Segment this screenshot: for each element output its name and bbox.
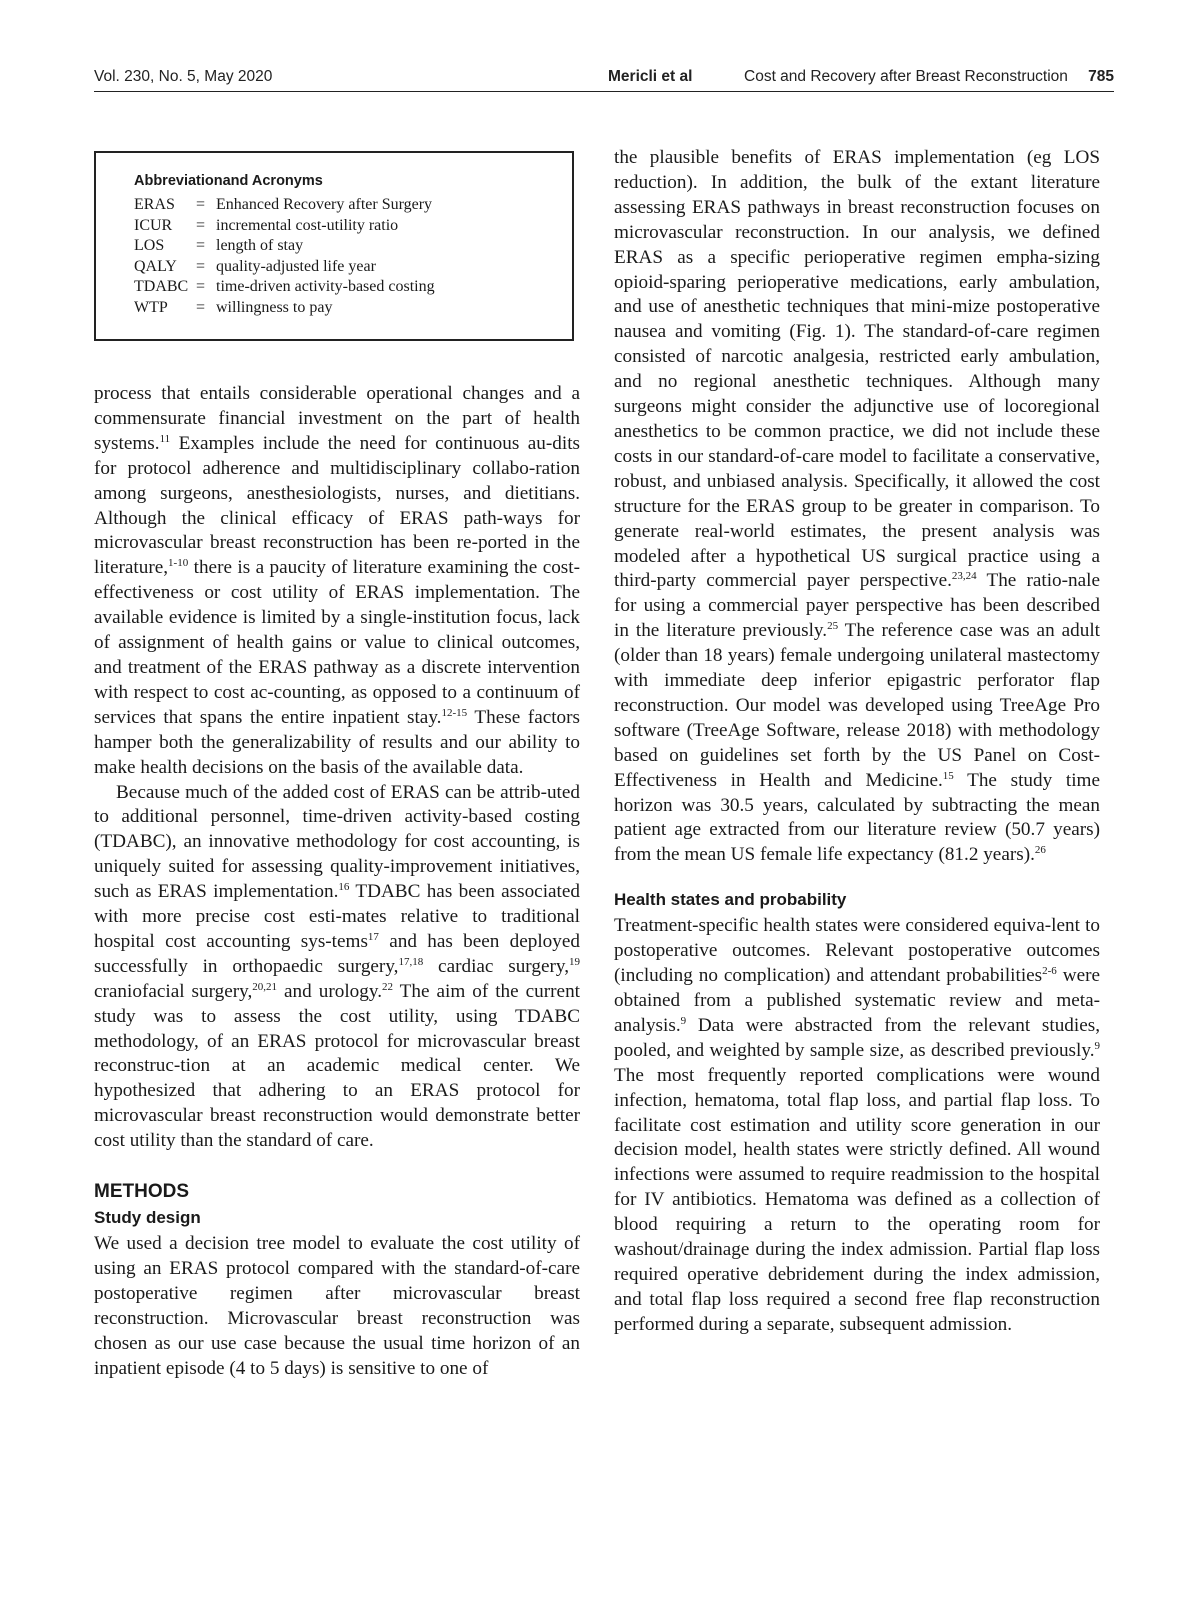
paragraph-text: and urology. [277,980,382,1002]
abbreviation-definition: time-driven activity-based costing [216,278,435,295]
paragraph-text: Examples include the need for continuous au-dits for protocol adherence and multidisciplinary collabo-ration among surgeons, anesthesiologists, nurses, and dietitians. Although the clinical efficacy of ERAS path-ways for microvascular breast reconstruction has been re-ported in the literature, [94,432,580,579]
citation: 17 [367,931,379,944]
body-paragraph [614,146,1100,868]
paragraph-text: were obtained from a published systematic review and meta-analysis. [614,965,1101,1036]
journal-volume: Vol. 230, No. 5, May 2020 [94,68,273,85]
citation: 17,18 [398,956,424,969]
citation: 1-10 [168,557,189,570]
paragraph-text: cardiac surgery, [423,955,569,977]
citation: 26 [1034,844,1046,857]
abbreviation-term: WTP [134,298,168,316]
paragraph-text: The aim of the current study was to assess the cost utility, using TDABC methodology, of an ERAS protocol for microvascular breast reconstruc-tion at an academic medical center. We hypothesized that adhering to an ERAS protocol for microvascular breast reconstruction would demonstrate better cost utility than the standard of care. [94,980,581,1152]
citation: 9 [1094,1040,1100,1052]
citation: 16 [338,881,350,894]
page-number: 785 [1088,68,1114,85]
citation: 19 [569,956,580,969]
abbreviation-equals: = [196,257,206,275]
abbreviation-term: LOS [134,237,165,254]
running-header [94,68,1114,92]
right-column [614,146,1100,1338]
paragraph-text: craniofacial surgery, [94,980,253,1002]
paragraph-text: and has been deployed successfully in orthopaedic surgery, [94,930,580,977]
abbreviation-term: TDABC [134,278,189,295]
abbreviation-term: ICUR [134,216,173,234]
abbreviation-term: ERAS [134,196,175,213]
citation: 12-15 [441,706,468,719]
section-heading-methods: METHODS [94,1181,189,1203]
paragraph-text: there is a paucity of literature examining the cost-effectiveness or cost utility of ERAS implementation. The available evidence is limited by a single-institution focus, lack of assignment of health gains or value to clinical outcomes, and treatment of the ERAS pathway as a discrete intervention with respect to cost ac-counting, as opposed to a continuum of services that spans the entire inpatient stay. [94,557,580,728]
paragraph-text: process that entails considerable operational changes and a commensurate financial investment on the part of health systems. [94,383,580,454]
running-title: Cost and Recovery after Breast Reconstruction [744,68,1068,85]
left-column [94,382,580,1382]
abbreviations-box [94,151,574,341]
paragraph-text: The reference case was an adult (older than 18 years) female undergoing unilateral mastectomy with immediate deep inferior epigastric perforator flap reconstruction. Our model was developed using TreeAge Pro software (TreeAge Software, release 2018) with methodology based on guidelines set forth by the US Panel on Cost-Effectiveness in Health and Medicine. [614,620,1100,791]
citation: 2-6 [1042,965,1057,978]
citation: 23,24 [951,570,977,583]
abbreviation-equals: = [196,196,206,213]
paragraph-text: Treatment-specific health states were considered equiva-lent to postoperative outcomes. Relevant postoperative outcomes (including no complication) and attendant probabilities [614,915,1100,987]
citation: 9 [680,1015,687,1028]
paragraph-text: These factors hamper both the generalizability of results and our ability to make health decisions on the basis of the available data. [94,706,581,778]
abbreviation-term: QALY [134,257,177,275]
body-paragraph [94,382,580,781]
body-paragraph [94,781,580,1155]
abbreviation-row [134,277,572,298]
abbreviation-equals: = [196,216,206,234]
running-authors: Mericli et al [608,68,693,85]
paragraph-text: The most frequently reported complications were wound infection, hematoma, total flap loss, and partial flap loss. To facilitate cost estimation and utility score generation in our decision model, health states were strictly defined. All wound infections were assumed to require readmission to the hospital for IV antibiotics. Hematoma was defined as a collection of blood requiring a return to the operating room for washout/drainage during the index admission. Partial flap loss required operative debridement during the index admission, and total flap loss required a second free flap reconstruction performed during a separate, subsequent admission. [614,1064,1100,1335]
citation: 22 [382,980,393,993]
abbreviation-equals: = [196,278,206,295]
body-paragraph [614,914,1100,1337]
body-paragraph: We used a decision tree model to evaluate the cost utility of using an ERAS protocol compared with the standard-of-care postoperative regimen after microvascular breast reconstruction. Microvascular breast reconstruction was chosen as our use case because the usual time horizon of an inpatient episode (4 to 5 days) is sensitive to one of [94,1233,580,1379]
paragraph-text: the plausible benefits of ERAS implementation (eg LOS reduction). In addition, the bulk of the extant literature assessing ERAS pathways in breast reconstruction focuses on microvascular reconstruction. In our analysis, we defined ERAS as a specific perioperative regimen empha-sizing opioid-sparing perioperative medications, early ambulation, and use of anesthetic techniques that mini-mize postoperative nausea and vomiting (Fig. 1). The standard-of-care regimen consisted of narcotic analgesia, restricted early ambulation, and no regional anesthetic techniques. Although many surgeons might consider the adjunctive use of locoregional anesthetics to be common practice, we did not include these costs in our standard-of-care model to facilitate a conservative, robust, and unbiased analysis. Specifically, it allowed the cost structure for the ERAS group to be greater in comparison. To generate real-world estimates, the present analysis was modeled after a hypothetical US surgical practice using a third-party commercial payer perspective. [614,147,1100,592]
citation: 11 [159,433,171,445]
abbreviation-equals: = [196,298,206,316]
abbreviation-row [134,257,572,278]
abbreviation-row [134,195,572,216]
abbreviation-definition: length of stay [216,237,304,254]
subsection-heading-health-states: Health states and probability [614,890,847,910]
abbreviation-equals: = [196,237,206,254]
abbreviation-definition: Enhanced Recovery after Surgery [216,196,433,213]
abbreviation-definition: incremental cost-utility ratio [216,216,399,234]
subsection-heading-study-design: Study design [94,1208,201,1228]
abbreviation-definition: willingness to pay [216,298,333,316]
citation: 25 [827,620,839,633]
abbreviations-title: Abbreviationand Acronyms [134,173,323,189]
paragraph-text: TDABC has been associated with more precise cost esti-mates relative to traditional hospital cost accounting sys-tems [94,881,580,952]
abbreviation-row [134,236,572,257]
abbreviation-definition: quality-adjusted life year [216,257,376,275]
abbreviation-row [134,216,572,237]
citation: 20,21 [252,980,278,993]
header-rule [94,91,1114,92]
paragraph-text: Because much of the added cost of ERAS can be attrib-uted to additional personnel, time-driven activity-based costing (TDABC), an innovative methodology for cost accounting, is uniquely suited for assessing quality-improvement initiatives, such as ERAS implementation. [94,781,580,903]
abbreviation-row [134,298,572,319]
paragraph-text: The ratio-nale for using a commercial payer perspective has been described in the literature previously. [614,570,1100,642]
paragraph-text: The study time horizon was 30.5 years, calculated by subtracting the mean patient age extracted from our literature review (50.7 years) from the mean US female life expectancy (81.2 years). [614,769,1101,866]
paragraph-text: Data were abstracted from the relevant studies, pooled, and weighted by sample size, as described previously. [614,1014,1100,1061]
citation: 15 [942,769,954,782]
